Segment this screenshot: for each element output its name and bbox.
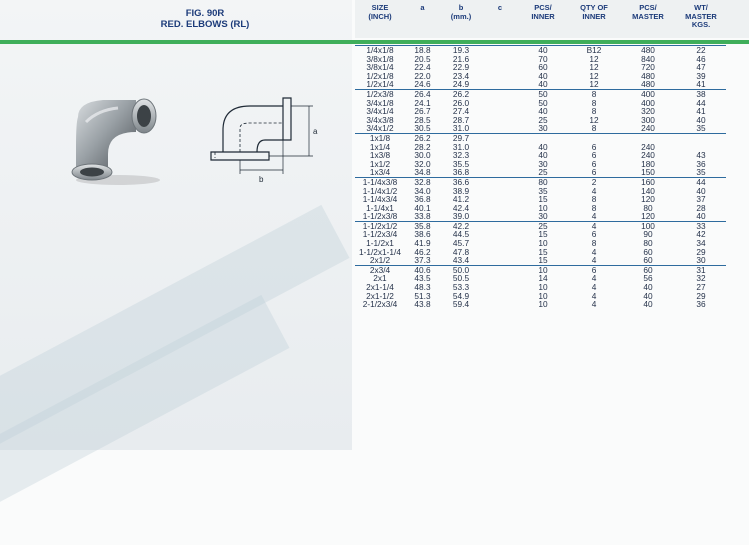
cell-c bbox=[482, 265, 518, 274]
cell-pcs-inner: 30 bbox=[538, 211, 548, 222]
cell-pcs-inner: 80 bbox=[518, 177, 568, 186]
cell-wt-master: 40 bbox=[696, 185, 706, 196]
cell-c bbox=[482, 72, 518, 81]
cell-b: 38.9 bbox=[452, 185, 470, 196]
cell-b: 42.4 bbox=[452, 202, 470, 213]
cell-pcs-inner: 50 bbox=[538, 97, 548, 108]
cell-a: 40.1 bbox=[414, 202, 431, 213]
cell-b: 54.9 bbox=[452, 290, 470, 301]
cell-a: 37.3 bbox=[414, 255, 431, 266]
cell-c bbox=[482, 80, 518, 89]
cell-a: 34.8 bbox=[414, 167, 431, 178]
cell-b: 47.8 bbox=[452, 246, 470, 257]
header-pcs-master: PCS/ MASTER bbox=[632, 3, 664, 21]
cell-b: 26.2 bbox=[440, 89, 482, 98]
cell-wt-master: 28 bbox=[696, 202, 706, 213]
cell-c bbox=[482, 195, 518, 204]
cell-c bbox=[482, 116, 518, 125]
cell-c bbox=[482, 124, 518, 133]
cell-wt-master: 33 bbox=[676, 221, 726, 230]
cell-qty-inner: 4 bbox=[591, 282, 597, 293]
cell-pcs-master: 120 bbox=[641, 211, 655, 222]
cell-a: 33.8 bbox=[414, 211, 431, 222]
cell-pcs-inner: 60 bbox=[538, 62, 548, 73]
cell-qty-inner: 6 bbox=[591, 150, 597, 161]
cell-pcs-inner: 40 bbox=[538, 150, 548, 161]
cell-qty-inner: 6 bbox=[591, 158, 597, 169]
cell-c bbox=[482, 89, 518, 98]
cell-wt-master: 40 bbox=[696, 211, 706, 222]
cell-c bbox=[482, 230, 518, 239]
elbow-technical-drawing bbox=[205, 92, 330, 192]
cell-pcs-master: 300 bbox=[641, 114, 655, 125]
cell-pcs-master: 180 bbox=[641, 158, 655, 169]
cell-pcs-master: 80 bbox=[643, 238, 653, 249]
cell-size: 1-1/4x3/4 bbox=[362, 194, 398, 205]
cell-wt-master: 37 bbox=[696, 194, 706, 205]
cell-size: 2-1/2x3/4 bbox=[362, 299, 398, 310]
header-qty-inner: QTY OF INNER bbox=[580, 3, 608, 21]
cell-pcs-master: 40 bbox=[643, 290, 653, 301]
cell-size: 1x1/4 bbox=[369, 141, 391, 152]
cell-pcs-inner: 10 bbox=[538, 290, 548, 301]
cell-a: 46.2 bbox=[414, 246, 431, 257]
cell-a: 40.6 bbox=[405, 265, 440, 274]
cell-pcs-inner: 40 bbox=[538, 79, 548, 90]
cell-size: 1-1/2x3/8 bbox=[362, 211, 398, 222]
cell-wt-master bbox=[676, 133, 726, 142]
cell-pcs-master: 320 bbox=[641, 106, 655, 117]
cell-b: 21.6 bbox=[452, 53, 470, 64]
cell-pcs-master: 56 bbox=[643, 273, 653, 284]
cell-pcs-master: 90 bbox=[643, 229, 653, 240]
cell-pcs-master: 400 bbox=[641, 97, 655, 108]
cell-pcs-master: 240 bbox=[641, 141, 655, 152]
cell-pcs-inner: 35 bbox=[538, 185, 548, 196]
cell-wt-master: 34 bbox=[696, 238, 706, 249]
cell-c bbox=[482, 151, 518, 160]
cell-c bbox=[482, 204, 518, 213]
cell-c bbox=[482, 143, 518, 152]
cell-b: 22.9 bbox=[452, 62, 470, 73]
cell-c bbox=[482, 256, 518, 265]
cell-wt-master: 27 bbox=[696, 282, 706, 293]
cell-pcs-master: 140 bbox=[641, 185, 655, 196]
cell-pcs-master: 100 bbox=[620, 221, 676, 230]
cell-wt-master: 46 bbox=[696, 53, 706, 64]
cell-b: 23.4 bbox=[452, 70, 470, 81]
cell-wt-master: 42 bbox=[696, 229, 706, 240]
cell-c bbox=[482, 274, 518, 283]
cell-c bbox=[482, 46, 518, 55]
drawing-label-a: a bbox=[313, 127, 318, 136]
specifications-table bbox=[355, 45, 726, 309]
cell-a: 36.8 bbox=[414, 194, 431, 205]
cell-wt-master: 39 bbox=[696, 70, 706, 81]
cell-pcs-master: 480 bbox=[641, 79, 655, 90]
cell-pcs-inner: 40 bbox=[518, 46, 568, 55]
cell-c bbox=[482, 248, 518, 257]
cell-c bbox=[482, 160, 518, 169]
cell-c bbox=[482, 55, 518, 64]
cell-size: 1/2x1/8 bbox=[366, 70, 394, 81]
cell-pcs-inner: 40 bbox=[538, 70, 548, 81]
figure-number: FIG. 90R bbox=[185, 8, 225, 19]
cell-b: 42.2 bbox=[440, 221, 482, 230]
cell-pcs-inner: 25 bbox=[538, 114, 548, 125]
cell-qty-inner: 4 bbox=[591, 299, 597, 310]
cell-a: 22.0 bbox=[414, 70, 431, 81]
cell-pcs-master: 150 bbox=[641, 167, 655, 178]
cell-size: 2x1-1/2 bbox=[366, 290, 394, 301]
cell-a: 28.5 bbox=[414, 114, 431, 125]
cell-a: 32.8 bbox=[405, 177, 440, 186]
cell-wt-master: 32 bbox=[696, 273, 706, 284]
cell-qty-inner: 12 bbox=[589, 62, 599, 73]
cell-size: 1-1/2x1 bbox=[366, 238, 394, 249]
cell-a: 35.8 bbox=[405, 221, 440, 230]
table-header bbox=[355, 0, 749, 38]
cell-pcs-inner: 30 bbox=[538, 158, 548, 169]
cell-c bbox=[482, 187, 518, 196]
cell-qty-inner: 8 bbox=[591, 238, 597, 249]
cell-qty-inner: B12 bbox=[568, 46, 620, 55]
cell-a: 20.5 bbox=[414, 53, 431, 64]
cell-pcs-inner: 10 bbox=[538, 299, 548, 310]
cell-a: 26.2 bbox=[405, 133, 440, 142]
cell-b: 36.8 bbox=[452, 167, 470, 178]
cell-a: 26.4 bbox=[405, 89, 440, 98]
cell-qty-inner: 6 bbox=[591, 141, 597, 152]
cell-qty-inner: 4 bbox=[591, 273, 597, 284]
cell-qty-inner: 12 bbox=[589, 114, 599, 125]
cell-qty-inner: 8 bbox=[568, 89, 620, 98]
cell-pcs-inner: 25 bbox=[518, 221, 568, 230]
cell-size: 3/8x1/8 bbox=[366, 53, 394, 64]
cell-size: 1x1/8 bbox=[355, 133, 405, 142]
cell-a: 22.4 bbox=[414, 62, 431, 73]
cell-pcs-master: 480 bbox=[641, 70, 655, 81]
cell-b: 45.7 bbox=[452, 238, 470, 249]
cell-c bbox=[482, 168, 518, 177]
cell-size: 1x3/4 bbox=[369, 167, 391, 178]
table-row bbox=[355, 256, 726, 265]
cell-size: 1-1/2x3/4 bbox=[362, 229, 398, 240]
header-b: b (mm.) bbox=[450, 3, 472, 21]
cell-pcs-inner: 10 bbox=[538, 202, 548, 213]
drawing-label-b: b bbox=[259, 175, 264, 184]
cell-c bbox=[482, 300, 518, 309]
cell-b: 31.0 bbox=[452, 123, 470, 134]
cell-qty-inner: 4 bbox=[591, 185, 597, 196]
cell-pcs-inner: 15 bbox=[538, 194, 548, 205]
cell-pcs-master: 40 bbox=[643, 299, 653, 310]
cell-a: 32.0 bbox=[414, 158, 431, 169]
cell-c bbox=[482, 107, 518, 116]
header-divider bbox=[0, 40, 749, 44]
cell-a: 51.3 bbox=[414, 290, 431, 301]
cell-pcs-master: 400 bbox=[620, 89, 676, 98]
cell-a: 24.6 bbox=[414, 79, 431, 90]
header-wt-master: WT/ MASTER KGS. bbox=[685, 3, 717, 29]
figure-title bbox=[60, 8, 350, 30]
cell-wt-master: 22 bbox=[676, 46, 726, 55]
cell-c bbox=[482, 239, 518, 248]
cell-qty-inner: 8 bbox=[591, 202, 597, 213]
cell-size: 1/4x1/8 bbox=[355, 46, 405, 55]
cell-pcs-master: 720 bbox=[641, 62, 655, 73]
cell-b: 27.4 bbox=[452, 106, 470, 117]
cell-pcs-master: 60 bbox=[643, 246, 653, 257]
cell-size: 1-1/2x1/2 bbox=[355, 221, 405, 230]
cell-size: 1x1/2 bbox=[369, 158, 391, 169]
cell-pcs-master: 60 bbox=[620, 265, 676, 274]
cell-b: 31.0 bbox=[452, 141, 470, 152]
cell-b: 39.0 bbox=[452, 211, 470, 222]
cell-c bbox=[482, 63, 518, 72]
cell-wt-master: 40 bbox=[696, 114, 706, 125]
cell-b: 43.4 bbox=[452, 255, 470, 266]
cell-b: 29.7 bbox=[440, 133, 482, 142]
cell-size: 2x1-1/4 bbox=[366, 282, 394, 293]
cell-wt-master: 36 bbox=[696, 299, 706, 310]
cell-pcs-master: 120 bbox=[641, 194, 655, 205]
cell-b: 28.7 bbox=[452, 114, 470, 125]
table-row bbox=[355, 124, 726, 133]
cell-size: 1-1/4x3/8 bbox=[355, 177, 405, 186]
cell-size: 2x1/2 bbox=[369, 255, 391, 266]
cell-wt-master: 41 bbox=[696, 106, 706, 117]
cell-c bbox=[482, 292, 518, 301]
cell-pcs-inner: 15 bbox=[538, 229, 548, 240]
cell-c bbox=[482, 283, 518, 292]
cell-pcs-master: 160 bbox=[620, 177, 676, 186]
cell-qty-inner: 6 bbox=[568, 265, 620, 274]
cell-pcs-inner: 30 bbox=[538, 123, 548, 134]
cell-c bbox=[482, 177, 518, 186]
cell-a: 18.8 bbox=[405, 46, 440, 55]
cell-a: 30.0 bbox=[414, 150, 431, 161]
cell-pcs-master: 40 bbox=[643, 282, 653, 293]
cell-qty-inner: 8 bbox=[591, 123, 597, 134]
cell-qty-inner: 8 bbox=[591, 194, 597, 205]
cell-a: 43.8 bbox=[414, 299, 431, 310]
header-size: SIZE (INCH) bbox=[368, 3, 392, 21]
cell-a: 41.9 bbox=[414, 238, 431, 249]
header-a: a bbox=[420, 3, 425, 12]
cell-pcs-master: 80 bbox=[643, 202, 653, 213]
cell-size: 2x3/4 bbox=[355, 265, 405, 274]
cell-pcs-inner: 15 bbox=[538, 246, 548, 257]
cell-qty-inner: 6 bbox=[591, 167, 597, 178]
cell-pcs-inner: 10 bbox=[538, 282, 548, 293]
cell-pcs-inner: 14 bbox=[538, 273, 548, 284]
cell-wt-master: 36 bbox=[696, 158, 706, 169]
cell-size: 1/2x3/8 bbox=[355, 89, 405, 98]
cell-size: 1-1/4x1 bbox=[366, 202, 394, 213]
cell-wt-master: 30 bbox=[696, 255, 706, 266]
cell-qty-inner: 4 bbox=[591, 246, 597, 257]
cell-qty-inner: 4 bbox=[591, 255, 597, 266]
cell-qty-inner: 4 bbox=[591, 290, 597, 301]
cell-b: 50.0 bbox=[440, 265, 482, 274]
cell-size: 1-1/4x1/2 bbox=[362, 185, 398, 196]
cell-size: 3/4x1/4 bbox=[366, 106, 394, 117]
cell-wt-master: 31 bbox=[676, 265, 726, 274]
cell-wt-master: 29 bbox=[696, 246, 706, 257]
cell-a: 24.1 bbox=[414, 97, 431, 108]
cell-wt-master: 29 bbox=[696, 290, 706, 301]
cell-b: 26.0 bbox=[452, 97, 470, 108]
cell-pcs-master: 480 bbox=[620, 46, 676, 55]
cell-pcs-inner: 10 bbox=[518, 265, 568, 274]
cell-wt-master: 43 bbox=[696, 150, 706, 161]
cell-b: 50.5 bbox=[452, 273, 470, 284]
cell-c bbox=[482, 221, 518, 230]
cell-b: 36.6 bbox=[440, 177, 482, 186]
cell-b: 19.3 bbox=[440, 46, 482, 55]
table-row bbox=[355, 212, 726, 221]
cell-qty-inner: 12 bbox=[589, 79, 599, 90]
cell-b: 53.3 bbox=[452, 282, 470, 293]
cell-b: 44.5 bbox=[452, 229, 470, 240]
cell-qty-inner: 2 bbox=[568, 177, 620, 186]
cell-pcs-inner: 25 bbox=[538, 167, 548, 178]
cell-size: 1/2x1/4 bbox=[366, 79, 394, 90]
cell-b: 35.5 bbox=[452, 158, 470, 169]
cell-qty-inner: 12 bbox=[589, 70, 599, 81]
cell-b: 32.3 bbox=[452, 150, 470, 161]
cell-qty-inner: 4 bbox=[591, 211, 597, 222]
cell-size: 1x3/8 bbox=[369, 150, 391, 161]
cell-size: 3/8x1/4 bbox=[366, 62, 394, 73]
cell-a: 34.0 bbox=[414, 185, 431, 196]
cell-wt-master: 44 bbox=[696, 97, 706, 108]
cell-a: 48.3 bbox=[414, 282, 431, 293]
cell-wt-master: 38 bbox=[676, 89, 726, 98]
cell-size: 1-1/2x1-1/4 bbox=[359, 246, 401, 257]
cell-pcs-master: 60 bbox=[643, 255, 653, 266]
cell-pcs-inner: 10 bbox=[538, 238, 548, 249]
table-body bbox=[355, 46, 726, 309]
cell-size: 3/4x1/2 bbox=[366, 123, 394, 134]
cell-wt-master: 47 bbox=[696, 62, 706, 73]
cell-pcs-master: 240 bbox=[641, 123, 655, 134]
cell-wt-master: 35 bbox=[696, 123, 706, 134]
cell-qty-inner: 12 bbox=[589, 53, 599, 64]
table-row bbox=[355, 300, 726, 309]
cell-pcs-inner: 40 bbox=[538, 141, 548, 152]
cell-pcs-inner: 50 bbox=[518, 89, 568, 98]
cell-a: 30.5 bbox=[414, 123, 431, 134]
cell-c bbox=[482, 99, 518, 108]
cell-qty-inner: 8 bbox=[591, 97, 597, 108]
cell-a: 43.5 bbox=[414, 273, 431, 284]
cell-a: 26.7 bbox=[414, 106, 431, 117]
cell-c bbox=[482, 133, 518, 142]
cell-qty-inner: 4 bbox=[568, 221, 620, 230]
header-pcs-inner: PCS/ INNER bbox=[531, 3, 555, 21]
cell-a: 28.2 bbox=[414, 141, 431, 152]
elbow-fitting-image bbox=[48, 92, 178, 192]
header-c: c bbox=[497, 3, 503, 12]
cell-size: 3/4x1/8 bbox=[366, 97, 394, 108]
cell-wt-master: 41 bbox=[696, 79, 706, 90]
cell-b: 41.2 bbox=[452, 194, 470, 205]
cell-pcs-master: 240 bbox=[641, 150, 655, 161]
cell-wt-master: 35 bbox=[696, 167, 706, 178]
cell-size: 3/4x3/8 bbox=[366, 114, 394, 125]
figure-name: RED. ELBOWS (RL) bbox=[160, 19, 250, 30]
cell-pcs-inner: 40 bbox=[538, 106, 548, 117]
cell-pcs-inner: 15 bbox=[538, 255, 548, 266]
cell-b: 24.9 bbox=[452, 79, 470, 90]
cell-qty-inner: 8 bbox=[591, 106, 597, 117]
cell-c bbox=[482, 212, 518, 221]
cell-size: 2x1 bbox=[373, 273, 387, 284]
cell-a: 38.6 bbox=[414, 229, 431, 240]
cell-pcs-inner: 70 bbox=[538, 53, 548, 64]
cell-wt-master: 44 bbox=[676, 177, 726, 186]
cell-qty-inner: 6 bbox=[591, 229, 597, 240]
cell-pcs-master: 840 bbox=[641, 53, 655, 64]
cell-b: 59.4 bbox=[452, 299, 470, 310]
